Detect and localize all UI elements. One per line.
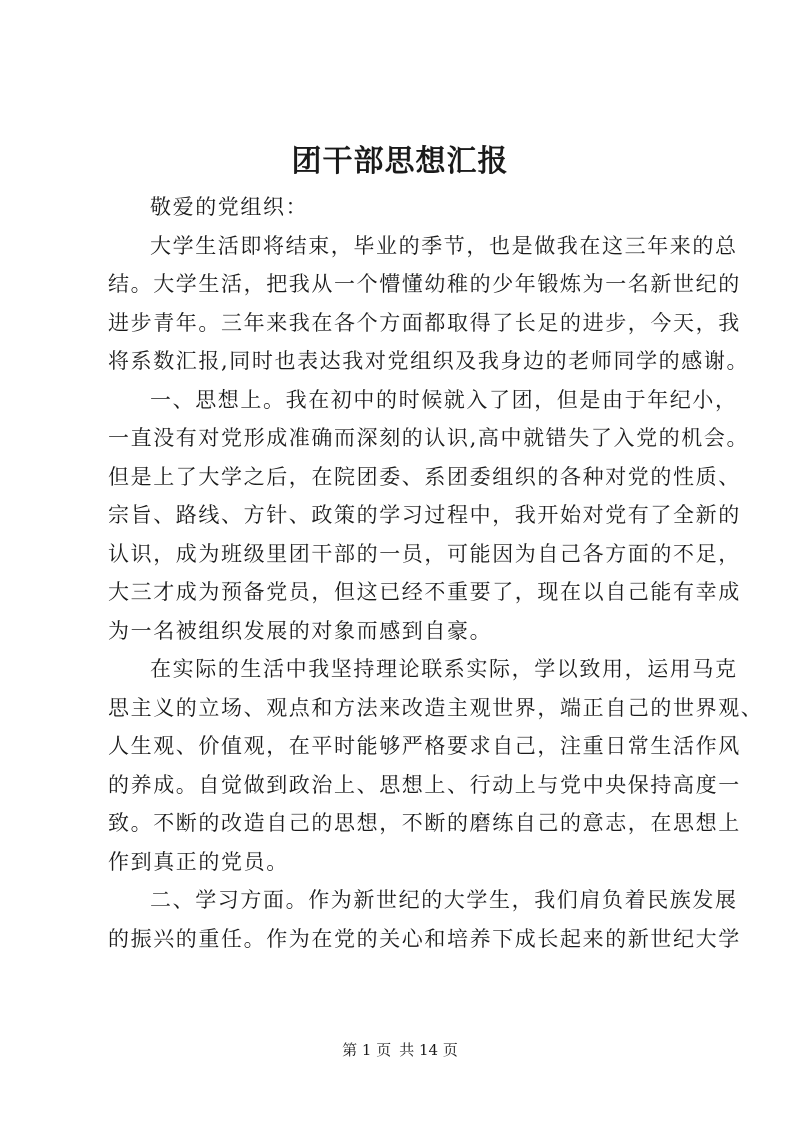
text-line: 致。不断的改造自己的思想，不断的磨练自己的意志，在思想上 [108, 811, 741, 835]
text-line: 作到真正的党员。 [108, 849, 289, 874]
text-line: 一、思想上。我在初中的时候就入了团，但是由于年纪小， [150, 387, 738, 412]
text-line: 一直没有对党形成准确而深刻的认识,高中就错失了入党的机会。 [108, 426, 750, 450]
page-number: 第 1 页 [342, 1041, 392, 1059]
document-title: 团干部思想汇报 [291, 144, 509, 179]
text-line: 认识，成为班级里团干部的一员，可能因为自己各方面的不足， [108, 541, 741, 566]
text-line: 但是上了大学之后，在院团委、系团委组织的各种对党的性质、 [108, 464, 741, 489]
text-line: 人生观、价值观，在平时能够严格要求自己，注重日常生活作风 [108, 734, 741, 758]
page-footer [0, 1040, 800, 1060]
text-line: 为一名被组织发展的对象而感到自豪。 [108, 618, 493, 643]
document-body [108, 188, 764, 958]
body-paragraph-intro [108, 227, 750, 381]
text-line: 在实际的生活中我坚持理论联系实际，学以致用，运用马克 [150, 657, 738, 681]
body-paragraph-study [108, 881, 741, 958]
text-line: 的养成。自觉做到政治上、思想上、行动上与党中央保持高度一 [108, 772, 741, 797]
text-line: 思主义的立场、观点和方法来改造主观世界，端正自己的世界观、 [108, 695, 764, 720]
text-line: 将系数汇报,同时也表达我对党组织及我身边的老师同学的感谢。 [108, 349, 750, 373]
body-paragraph-practice [108, 650, 764, 881]
text-line: 大学生活即将结束，毕业的季节，也是做我在这三年来的总 [150, 233, 738, 258]
salutation-paragraph [108, 188, 708, 227]
page-total: 共 14 页 [399, 1041, 458, 1059]
text-line: 敬爱的党组织： [150, 195, 309, 219]
text-line: 结。大学生活，把我从一个懵懂幼稚的少年锻炼为一名新世纪的 [108, 272, 741, 296]
text-line: 二、学习方面。作为新世纪的大学生，我们肩负着民族发展 [150, 888, 738, 912]
text-line: 宗旨、路线、方针、政策的学习过程中，我开始对党有了全新的 [108, 503, 741, 527]
text-line: 大三才成为预备党员，但这已经不重要了，现在以自己能有幸成 [108, 580, 741, 604]
text-line: 的振兴的重任。作为在党的关心和培养下成长起来的新世纪大学 [108, 926, 741, 951]
body-paragraph-thought [108, 381, 750, 651]
text-line: 进步青年。三年来我在各个方面都取得了长足的进步，今天，我 [108, 310, 741, 335]
